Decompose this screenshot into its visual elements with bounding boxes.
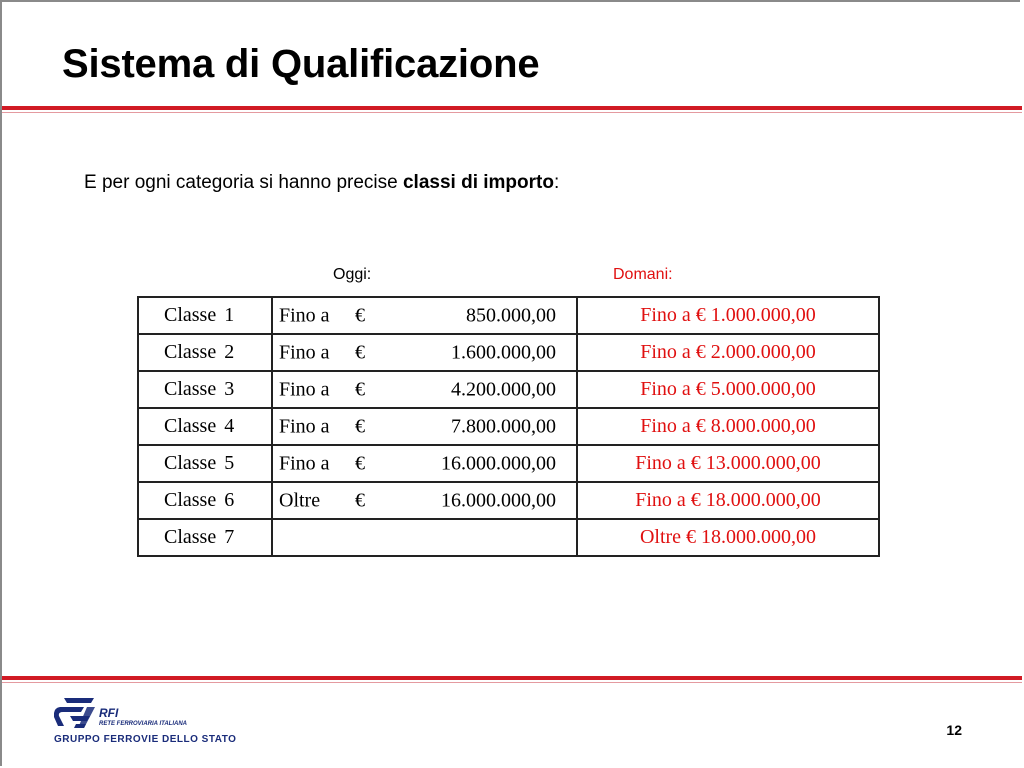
class-number: 6: [224, 489, 235, 511]
intro-suffix: :: [553, 172, 560, 193]
today-amount: 1.600.000,00: [451, 341, 556, 363]
tomorrow-cell: Fino a € 5.000.000,00: [577, 371, 879, 408]
today-currency: €: [355, 378, 365, 400]
class-cell: [138, 519, 272, 556]
class-number: 1: [224, 304, 235, 326]
today-cell: [272, 445, 577, 482]
table-row: [138, 371, 879, 408]
bottom-divider: [2, 676, 1022, 683]
logo-name: RFI: [99, 706, 119, 720]
class-label: Classe: [164, 415, 217, 437]
table-row: [138, 519, 879, 556]
tomorrow-cell: Fino a € 2.000.000,00: [577, 334, 879, 371]
today-currency: €: [355, 452, 365, 474]
class-cell: [138, 334, 272, 371]
class-label: Classe: [164, 489, 217, 511]
intro-prefix: E per ogni categoria si hanno precise: [84, 172, 403, 193]
class-label: Classe: [164, 526, 217, 548]
tomorrow-cell: Fino a € 13.000.000,00: [577, 445, 879, 482]
table-row: [138, 445, 879, 482]
today-amount: 7.800.000,00: [451, 415, 556, 437]
rfi-logo: [54, 694, 237, 754]
today-currency: €: [355, 415, 365, 437]
today-cell: [272, 482, 577, 519]
tomorrow-cell: Fino a € 1.000.000,00: [577, 297, 879, 334]
today-limit-label: Oltre: [279, 489, 321, 511]
today-cell: [272, 408, 577, 445]
logo-subtitle: RETE FERROVIARIA ITALIANA: [99, 721, 187, 727]
today-limit-label: Fino a: [279, 415, 330, 437]
class-label: Classe: [164, 304, 217, 326]
today-limit-label: Fino a: [279, 304, 330, 326]
classes-table: [137, 296, 880, 557]
class-label: Classe: [164, 378, 217, 400]
class-number: 2: [224, 341, 235, 363]
today-amount: 4.200.000,00: [451, 378, 556, 400]
class-number: 3: [224, 378, 235, 400]
class-cell: [138, 371, 272, 408]
intro-bold: classi di importo: [402, 172, 554, 193]
today-amount: 850.000,00: [466, 304, 556, 326]
class-cell: [138, 445, 272, 482]
today-limit-label: Fino a: [279, 341, 330, 363]
today-amount: 16.000.000,00: [441, 452, 556, 474]
class-number: 7: [224, 526, 235, 548]
page-number: 12: [946, 722, 962, 738]
today-cell: [272, 334, 577, 371]
intro-text: [84, 172, 559, 194]
logo-group: GRUPPO FERROVIE DELLO STATO: [54, 734, 237, 745]
tomorrow-cell: Fino a € 8.000.000,00: [577, 408, 879, 445]
table-row: [138, 334, 879, 371]
today-amount: 16.000.000,00: [441, 489, 556, 511]
tomorrow-cell: Oltre € 18.000.000,00: [577, 519, 879, 556]
today-cell: [272, 371, 577, 408]
top-divider: [2, 106, 1022, 113]
today-currency: €: [355, 304, 365, 326]
today-limit-label: Fino a: [279, 452, 330, 474]
today-cell: [272, 519, 577, 556]
today-cell: [272, 297, 577, 334]
class-label: Classe: [164, 452, 217, 474]
today-currency: €: [355, 489, 365, 511]
today-currency: €: [355, 341, 365, 363]
fs-logo-icon: [54, 694, 96, 730]
class-label: Classe: [164, 341, 217, 363]
class-number: 5: [224, 452, 235, 474]
class-cell: [138, 297, 272, 334]
class-cell: [138, 482, 272, 519]
today-limit-label: Fino a: [279, 378, 330, 400]
tomorrow-cell: Fino a € 18.000.000,00: [577, 482, 879, 519]
class-cell: [138, 408, 272, 445]
table-row: [138, 482, 879, 519]
table-row: [138, 297, 879, 334]
class-number: 4: [224, 415, 235, 437]
column-header-today: Oggi:: [333, 266, 372, 283]
table-row: [138, 408, 879, 445]
column-header-tomorrow: Domani:: [613, 266, 673, 283]
slide-title: Sistema di Qualificazione: [62, 42, 540, 86]
